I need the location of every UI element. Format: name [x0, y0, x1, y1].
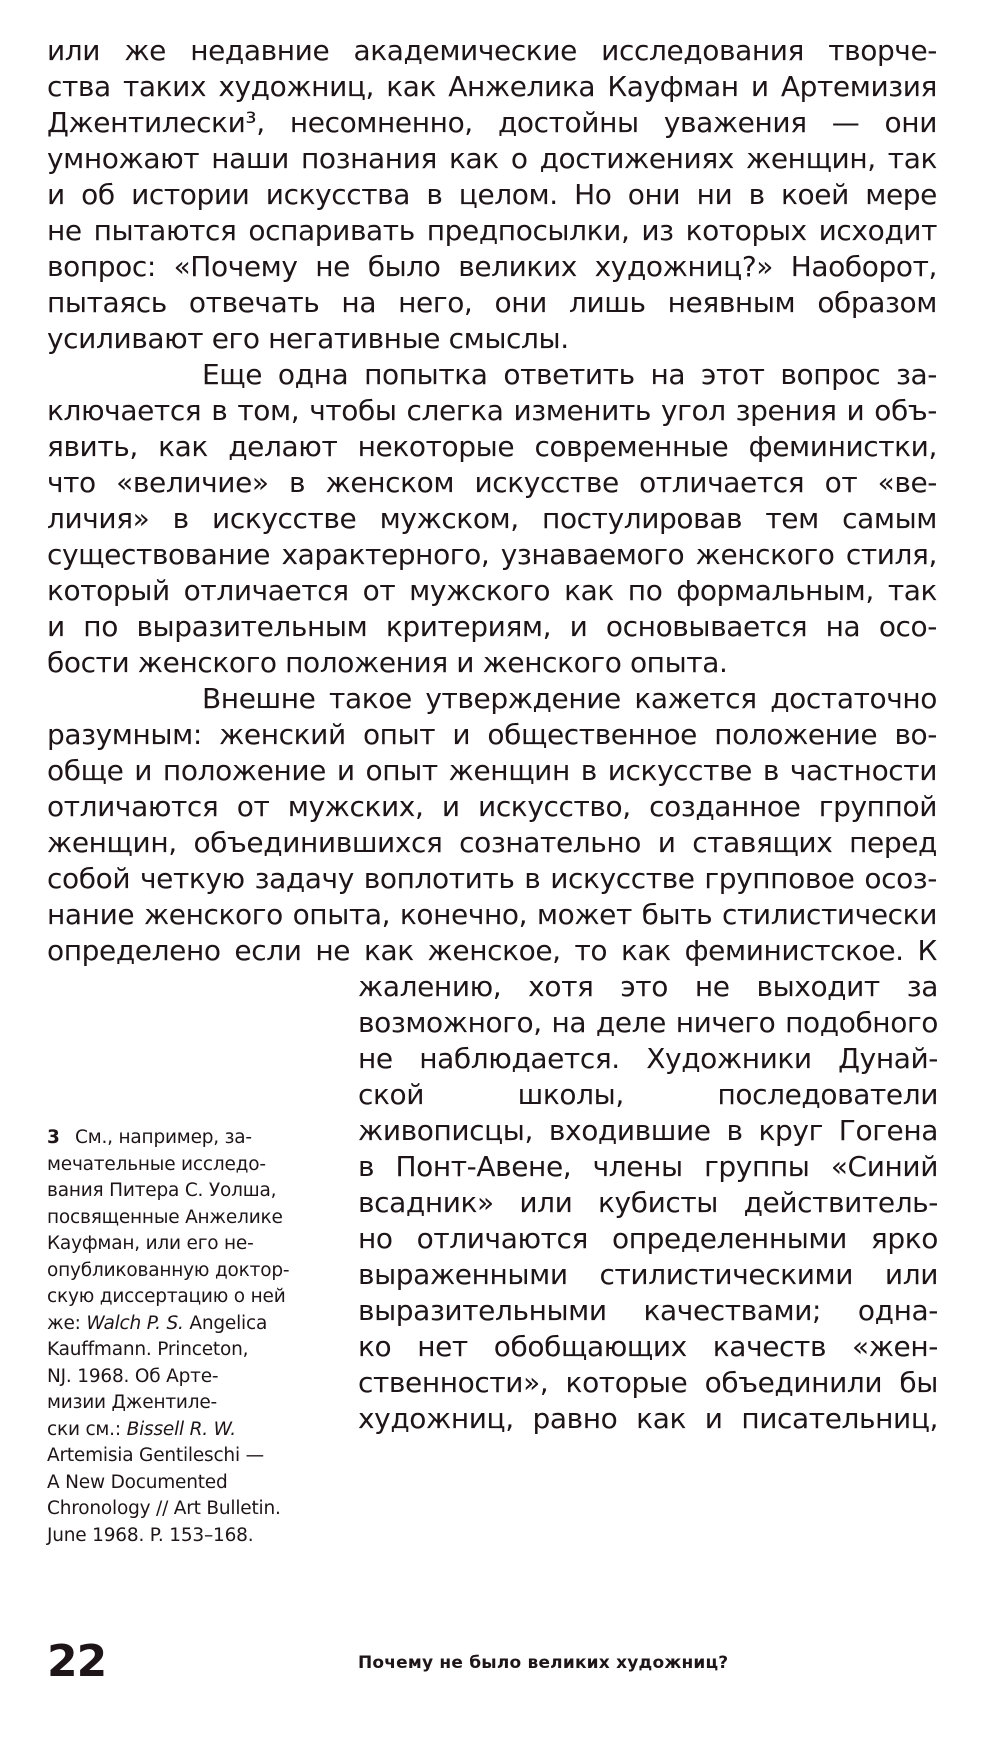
text-line: но отличаются определенными ярко: [358, 1222, 938, 1255]
text-line: отличаются от мужских, и искусство, созданное группой: [47, 790, 937, 823]
footnote-line: [47, 1125, 337, 1152]
footnote-text: же:: [47, 1312, 87, 1334]
text-line: живописцы, входившие в круг Гогена: [358, 1114, 938, 1147]
text-line: Внешне такое утверждение кажется достаточно: [202, 682, 937, 715]
text-line: ключается в том, чтобы слегка изменить угол зрения и объ-: [47, 394, 937, 427]
text-line: ской школы, последователи: [358, 1078, 938, 1111]
running-title: Почему не было великих художниц?: [358, 1653, 729, 1673]
text-line: определено если не как женское, то как феминистское. К: [47, 934, 937, 967]
text-line: усиливают его негативные смыслы.: [47, 322, 569, 355]
footnote-line: Kauffmann. Princeton,: [47, 1339, 249, 1360]
text-line: пытаясь отвечать на него, они лишь неявным образом: [47, 286, 937, 319]
footnote-line: Chronology // Art Bulletin.: [47, 1498, 281, 1519]
text-line: бости женского положения и женского опыта.: [47, 646, 728, 679]
footnote-number: 3: [47, 1127, 60, 1148]
text-line: всадник» или кубисты действитель-: [358, 1186, 938, 1219]
footnote-text: Angelica: [183, 1312, 268, 1334]
text-line: возможного, на деле ничего подобного: [358, 1006, 938, 1039]
text-line: жалению, хотя это не выходит за: [358, 970, 938, 1003]
text-line: ко нет обобщающих качеств «жен-: [358, 1330, 938, 1363]
footnote-text: ски см.:: [47, 1418, 127, 1440]
footnote-line: скую диссертацию о ней: [47, 1286, 286, 1307]
footnote: [47, 1125, 337, 1549]
text-line: разумным: женский опыт и общественное положение во-: [47, 718, 937, 751]
footnote-line: опубликованную доктор-: [47, 1259, 290, 1281]
footnote-line: посвященные Анжелике: [47, 1206, 283, 1228]
footnote-line: Artemisia Gentileschi —: [47, 1445, 264, 1466]
footnote-line: [47, 1417, 337, 1444]
footnote-author: Walch P. S.: [86, 1312, 184, 1334]
footnote-line: Кауфман, или его не-: [47, 1233, 254, 1254]
text-line: вопрос: «Почему не было великих художниц?» Наоборот,: [47, 250, 937, 283]
footnote-line: [47, 1311, 337, 1338]
text-line: нание женского опыта, конечно, может быть стилистически: [47, 898, 937, 931]
text-line: личия» в искусстве мужском, постулировав тем самым: [47, 502, 937, 535]
footnote-author: Bissell R. W.: [126, 1418, 236, 1440]
text-line: Джентилески³, несомненно, достойны уважения — они: [47, 106, 937, 139]
text-line: ственности», которые объединили бы: [358, 1366, 938, 1399]
footnote-line: вания Питера С. Уолша,: [47, 1180, 277, 1201]
page-number: 22: [47, 1636, 107, 1687]
text-line: или же недавние академические исследования творче-: [47, 34, 937, 67]
footnote-line: мечательные исследо-: [47, 1153, 266, 1175]
text-line: и об истории искусства в целом. Но они ни в коей мере: [47, 178, 937, 211]
footnote-line: A New Documented: [47, 1471, 228, 1493]
footnote-line: NJ. 1968. Об Арте-: [47, 1365, 219, 1387]
text-line: и по выразительным критериям, и основывается на осо-: [47, 610, 937, 643]
text-line: не пытаются оспаривать предпосылки, из которых исходит: [47, 214, 937, 247]
text-line: что «величие» в женском искусстве отличается от «ве-: [47, 466, 937, 499]
text-line: ства таких художниц, как Анжелика Кауфман и Артемизия: [47, 70, 937, 103]
footnote-text: См., например, за-: [75, 1127, 252, 1148]
text-line: в Понт-Авене, члены группы «Синий: [358, 1150, 938, 1183]
text-line: женщин, объединившихся сознательно и ставящих перед: [47, 826, 937, 859]
text-line: обще и положение и опыт женщин в искусстве в частности: [47, 754, 937, 787]
footnote-line: June 1968. P. 153–168.: [47, 1524, 254, 1546]
text-line: Еще одна попытка ответить на этот вопрос за-: [202, 358, 937, 391]
text-line: который отличается от мужского как по формальным, так: [47, 574, 937, 607]
text-line: существование характерного, узнаваемого женского стиля,: [47, 538, 937, 571]
text-line: собой четкую задачу воплотить в искусстве групповое осоз-: [47, 862, 937, 895]
text-line: выраженными стилистическими или: [358, 1258, 938, 1291]
footnote-line: мизии Джентиле-: [47, 1392, 218, 1413]
text-line: умножают наши познания как о достижениях женщин, так: [47, 142, 937, 175]
text-line: не наблюдается. Художники Дунай-: [358, 1042, 938, 1075]
text-line: выразительными качествами; одна-: [358, 1294, 938, 1327]
text-line: художниц, равно как и писательниц,: [358, 1402, 938, 1435]
text-line: явить, как делают некоторые современные феминистки,: [47, 430, 937, 463]
